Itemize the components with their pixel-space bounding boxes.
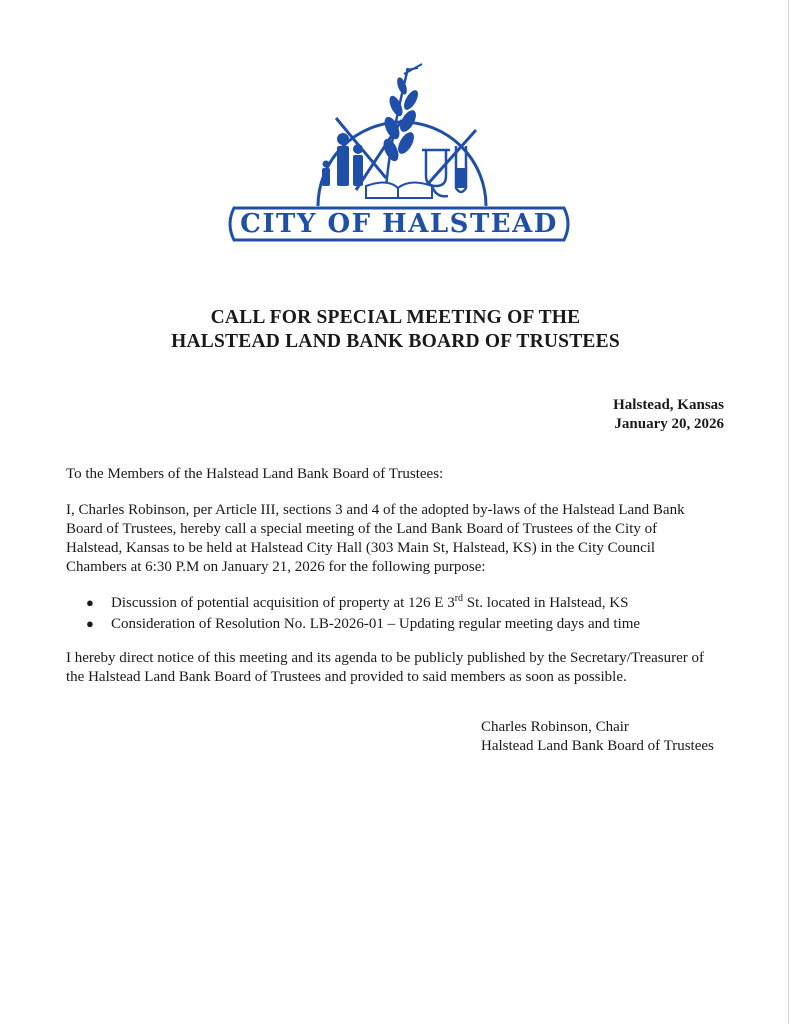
dateline bbox=[613, 396, 724, 434]
purpose-list bbox=[86, 593, 640, 634]
body-line-1: I, Charles Robinson, per Article III, sections 3 and 4 of the adopted by-laws of the Halstead Land Bank bbox=[66, 502, 685, 518]
list-item-text: Consideration of Resolution No. LB-2026-01 – Updating regular meeting days and time bbox=[111, 615, 641, 632]
city-logo bbox=[226, 58, 572, 248]
signature-name: Charles Robinson, Chair bbox=[481, 719, 629, 735]
logo-text: CITY OF HALSTEAD bbox=[240, 209, 558, 239]
notice-paragraph bbox=[66, 649, 736, 687]
bullet-icon: ● bbox=[86, 595, 94, 610]
body-line-2: Board of Trustees, hereby call a special meeting of the Land Bank Board of Trustees of the City of bbox=[66, 521, 658, 537]
list-item bbox=[86, 593, 640, 614]
salutation: To the Members of the Halstead Land Bank Board of Trustees: bbox=[66, 466, 444, 482]
notice-line-1: I hereby direct notice of this meeting and its agenda to be publicly published by the Secretary/Treasurer of bbox=[66, 650, 705, 666]
list-item bbox=[86, 614, 640, 635]
body-line-4: Chambers at 6:30 P.M on January 21, 2026 for the following purpose: bbox=[66, 559, 486, 575]
list-item-text: Discussion of potential acquisition of property at 126 E 3rd St. located in Halstead, KS bbox=[111, 593, 629, 611]
book-icon bbox=[366, 182, 432, 198]
title-line-2: HALSTEAD LAND BANK BOARD OF TRUSTEES bbox=[171, 331, 620, 352]
wheat-icon bbox=[380, 64, 422, 190]
dateline-date: January 20, 2026 bbox=[614, 416, 724, 432]
title-line-1: CALL FOR SPECIAL MEETING OF THE bbox=[210, 307, 581, 328]
signature-org: Halstead Land Bank Board of Trustees bbox=[481, 738, 714, 754]
document-title bbox=[0, 306, 791, 354]
signature-block bbox=[481, 718, 714, 756]
body-line-3: Halstead, Kansas to be held at Halstead City Hall (303 Main St, Halstead, KS) in the City Council bbox=[66, 540, 656, 556]
notice-line-2: the Halstead Land Bank Board of Trustees and provided to said members as soon as possible. bbox=[66, 669, 627, 685]
page-edge bbox=[788, 0, 789, 1024]
bullet-icon: ● bbox=[86, 615, 94, 631]
dateline-place: Halstead, Kansas bbox=[613, 397, 724, 413]
body-paragraph bbox=[66, 501, 726, 577]
